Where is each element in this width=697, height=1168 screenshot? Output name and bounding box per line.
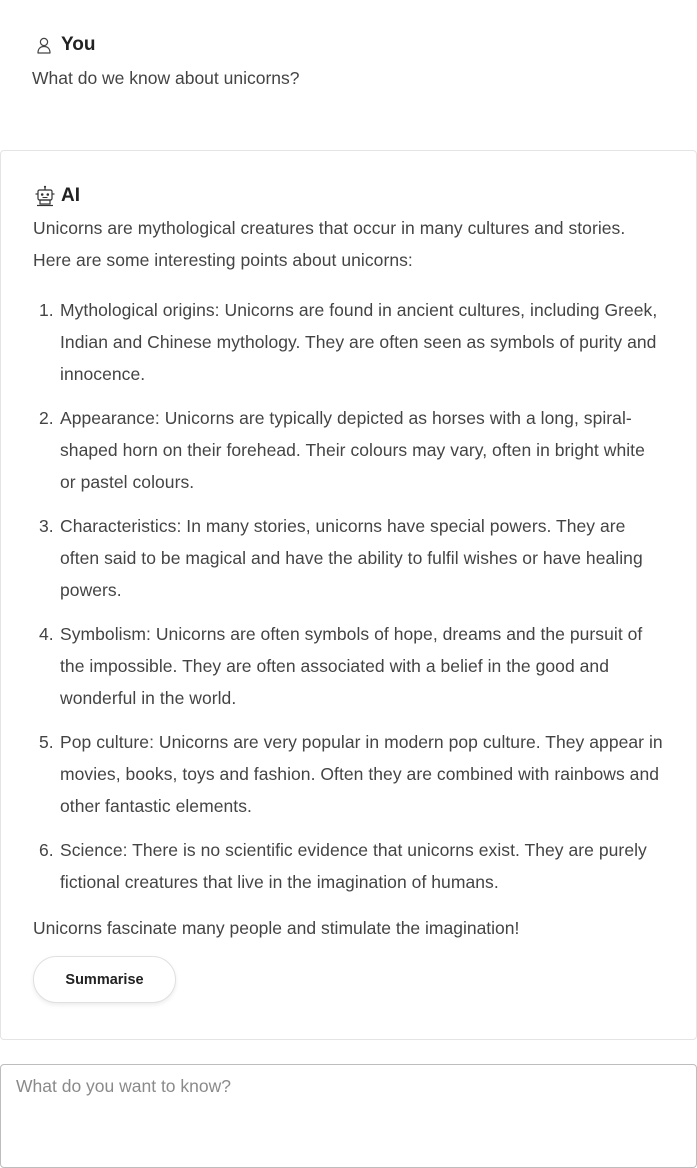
user-author <box>32 33 665 57</box>
list-item-number: 3. <box>39 516 54 536</box>
list-item-text: Mythological origins: Unicorns are found in ancient cultures, including Greek, Indian and Chinese mythology. They are often seen as symbols of purity and innocence. <box>60 300 658 384</box>
summarise-button[interactable]: Summarise <box>33 956 176 1003</box>
list-item-text: Science: There is no scientific evidence that unicorns exist. They are purely fictional creatures that live in the imagination of humans. <box>60 840 647 892</box>
list-item-text: Pop culture: Unicorns are very popular in modern pop culture. They appear in movies, books, toys and fashion. Often they are combined with rainbows and other fantastic elements. <box>60 732 663 816</box>
user-author-name: You <box>61 34 96 55</box>
robot-icon <box>34 186 56 206</box>
question-input[interactable] <box>0 1064 697 1168</box>
ai-points-list <box>33 294 664 898</box>
user-message-text: What do we know about unicorns? <box>32 68 300 88</box>
composer <box>0 1064 697 1168</box>
ai-author-name: AI <box>61 185 80 206</box>
user-message <box>0 0 697 150</box>
ai-message <box>0 150 697 1040</box>
list-item-text: Symbolism: Unicorns are often symbols of hope, dreams and the pursuit of the impossible. They are often associated with a belief in the good and wonderful in the world. <box>60 624 643 708</box>
list-item <box>33 618 664 714</box>
list-item-text: Appearance: Unicorns are typically depicted as horses with a long, spiral-shaped horn on their forehead. Their colours may vary, often in bright white or pastel colours. <box>60 408 645 492</box>
list-item-text: Characteristics: In many stories, unicorns have special powers. They are often said to be magical and have the ability to fulfil wishes or have healing powers. <box>60 516 643 600</box>
list-item <box>33 294 664 390</box>
list-item-number: 6. <box>39 840 54 860</box>
list-item-number: 1. <box>39 300 54 320</box>
list-item <box>33 510 664 606</box>
list-item <box>33 834 664 898</box>
ai-intro-text: Unicorns are mythological creatures that occur in many cultures and stories. Here are some interesting points about unicorns: <box>33 218 626 270</box>
list-item-number: 2. <box>39 408 54 428</box>
list-item <box>33 402 664 498</box>
list-item-number: 5. <box>39 732 54 752</box>
user-icon <box>34 35 54 55</box>
list-item-number: 4. <box>39 624 54 644</box>
ai-outro-text: Unicorns fascinate many people and stimulate the imagination! <box>33 918 520 938</box>
list-item <box>33 726 664 822</box>
ai-author <box>33 184 664 208</box>
